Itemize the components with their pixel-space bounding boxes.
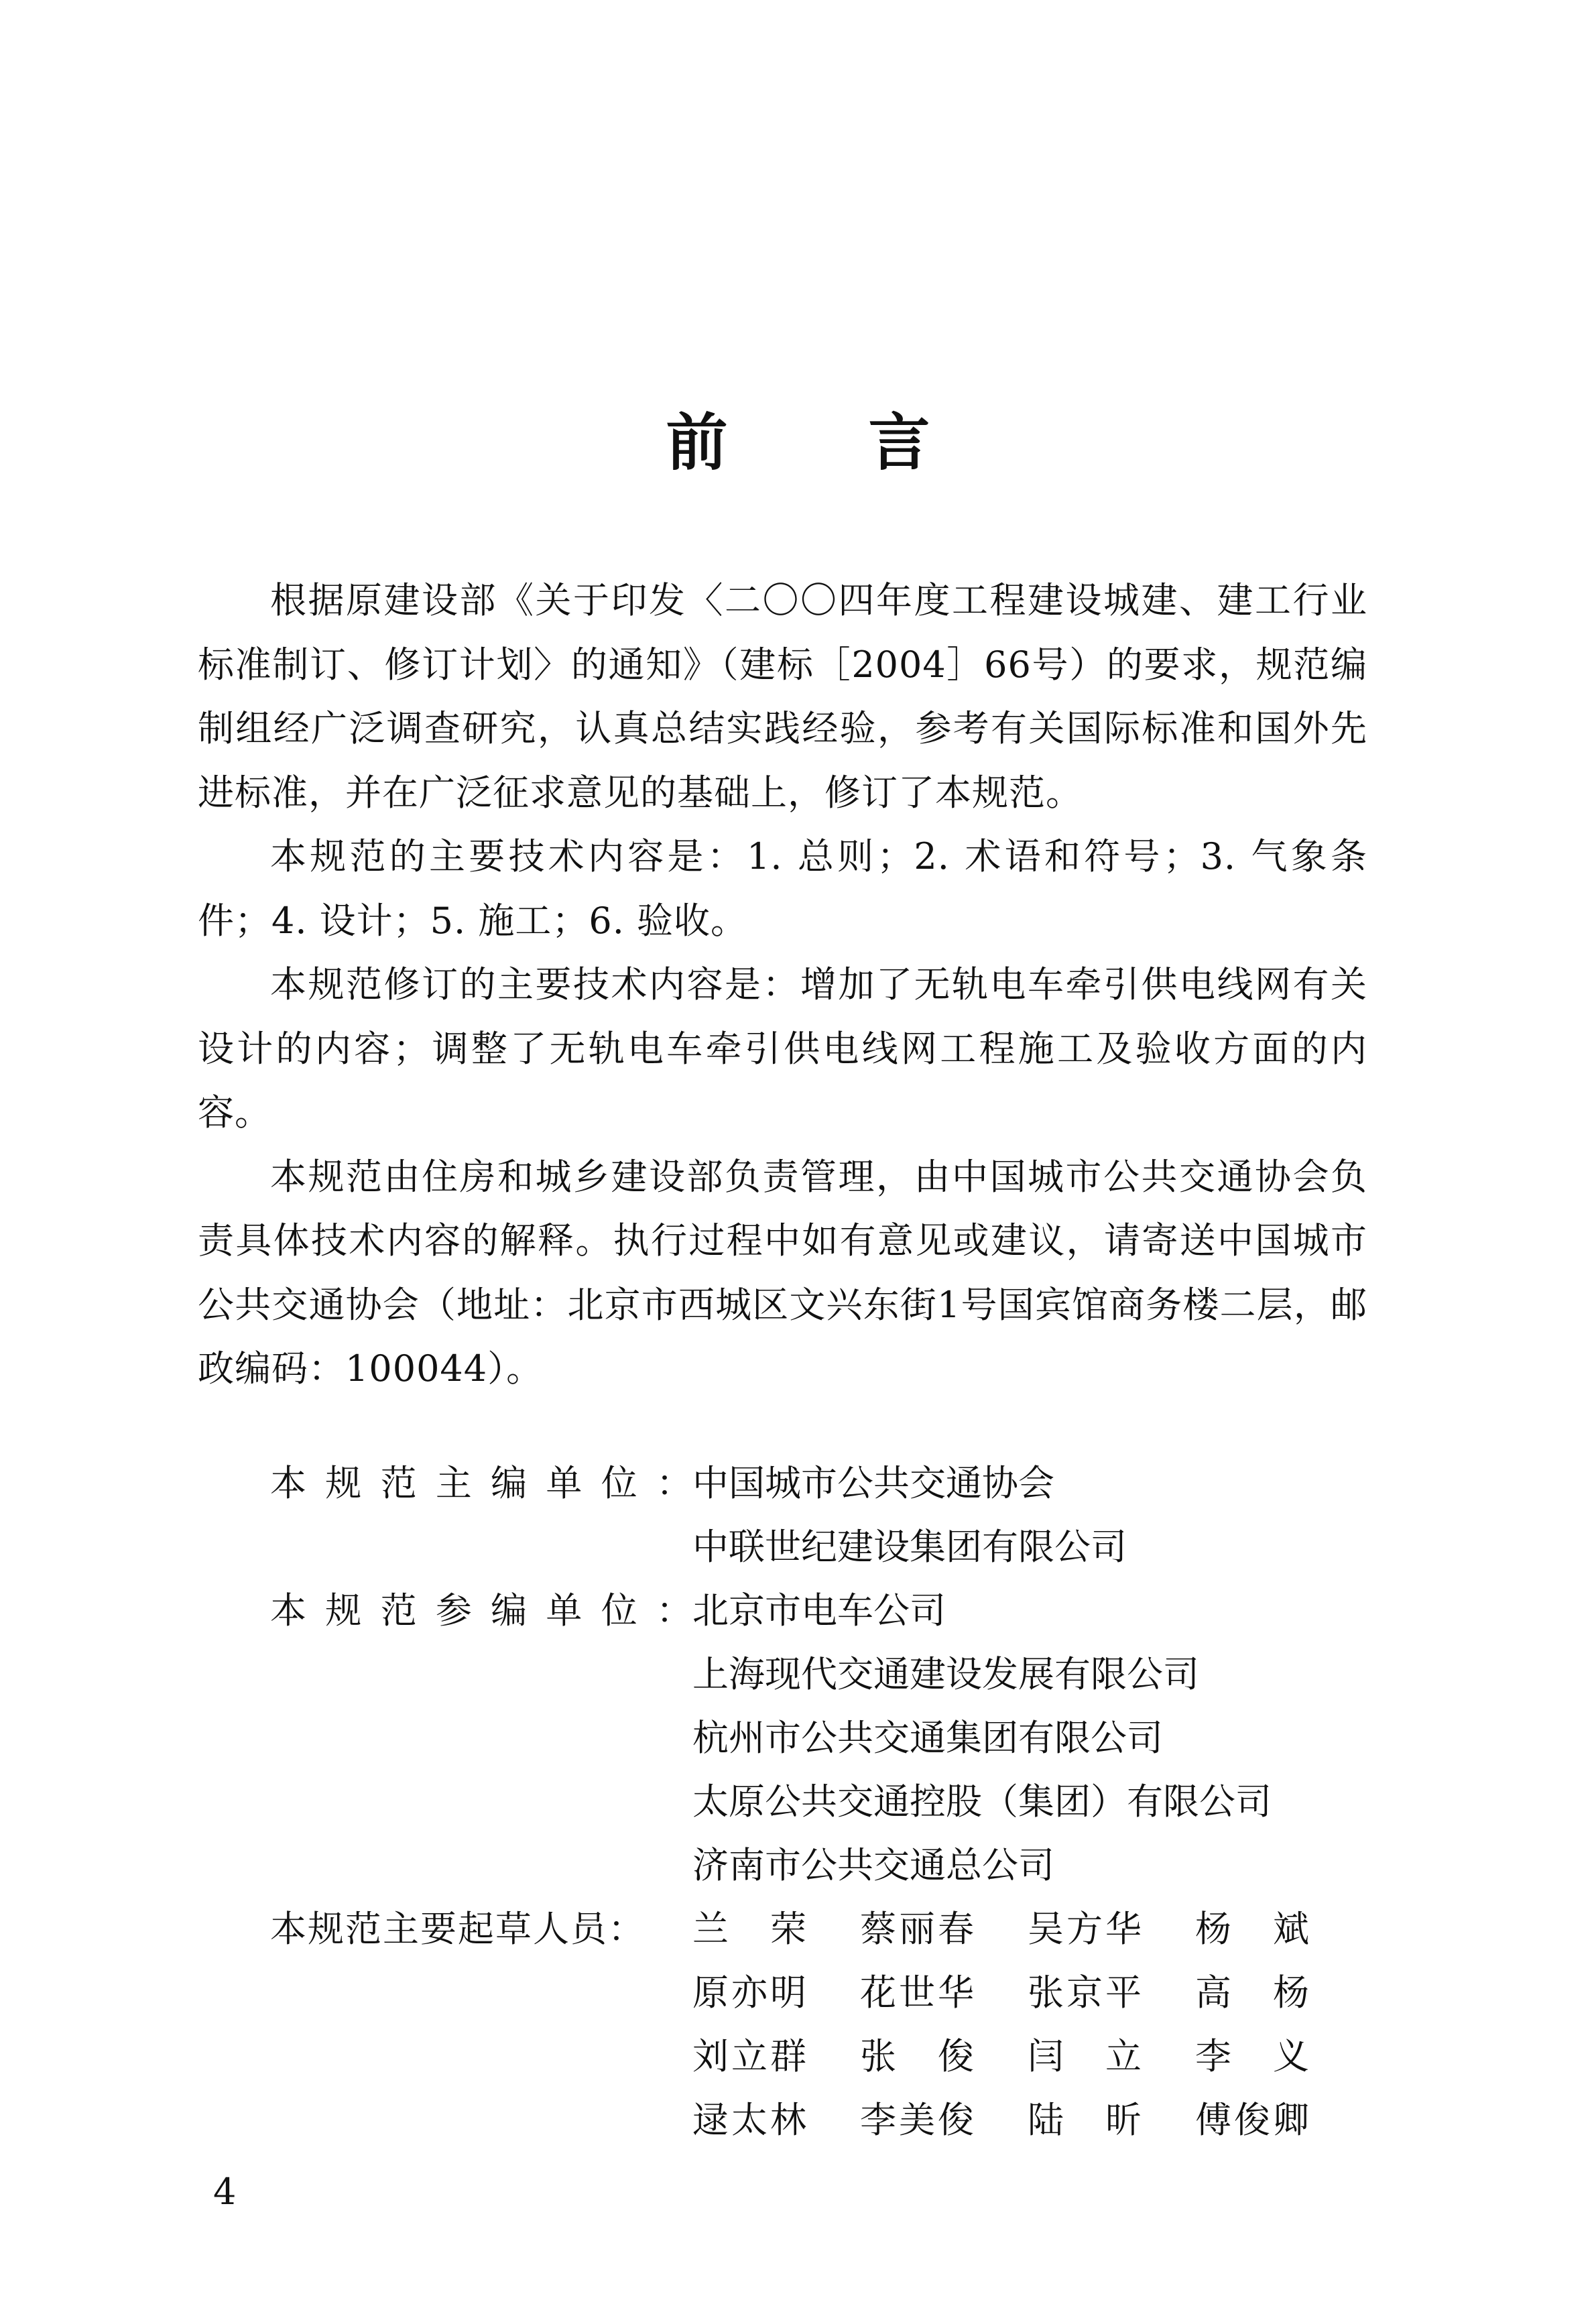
- drafters-row: [270, 1897, 1363, 2152]
- preface-body: [198, 568, 1367, 1401]
- drafters-section: [270, 1897, 1363, 2152]
- drafter-name: 逯太林: [692, 2099, 806, 2141]
- drafter-name: 李 义: [1195, 2035, 1309, 2077]
- drafters-label: 本规范主要起草人员：: [270, 1908, 646, 1950]
- drafter-name: 张 俊: [860, 2035, 974, 2077]
- chief-unit-item: 中联世纪建设集团有限公司: [692, 1526, 1127, 1568]
- page-title: [0, 402, 1596, 483]
- page-title-char-1: 前: [666, 406, 728, 479]
- paragraph-main-content: 本规范的主要技术内容是：1. 总则；2. 术语和符号；3. 气象条件；4. 设计；5. 施工；6. 验收。: [198, 835, 1367, 942]
- chief-units-list: [692, 1451, 1127, 1579]
- drafter-name: 兰 荣: [692, 1908, 806, 1950]
- paragraph-management: 本规范由住房和城乡建设部负责管理，由中国城市公共交通协会负责具体技术内容的解释。执行过程中如有意见或建议，请寄送中国城市公共交通协会（地址：北京市西城区文兴东街1号国宾馆商务楼二层，邮政编码：100044）。: [198, 1155, 1367, 1390]
- drafter-name: 蔡丽春: [860, 1908, 974, 1950]
- drafter-name: 张京平: [1028, 1971, 1142, 2014]
- participating-unit-item: 上海现代交通建设发展有限公司: [692, 1653, 1199, 1695]
- drafter-name: 闫 立: [1028, 2035, 1142, 2077]
- units-section: [270, 1451, 1272, 1897]
- chief-units-label: 本规范主编单位：: [270, 1462, 692, 1504]
- drafter-name: 李美俊: [860, 2099, 974, 2141]
- participating-unit-item: 北京市电车公司: [692, 1589, 946, 1632]
- drafters-grid: [692, 1897, 1363, 2152]
- drafter-name: 吴方华: [1028, 1908, 1142, 1950]
- drafter-name: 原亦明: [692, 1971, 806, 2014]
- drafter-name: 花世华: [860, 1971, 974, 2014]
- page-number: 4: [213, 2171, 237, 2213]
- participating-unit-item: 太原公共交通控股（集团）有限公司: [692, 1780, 1272, 1823]
- drafter-name: 高 杨: [1195, 1971, 1309, 2014]
- paragraph-basis: 根据原建设部《关于印发〈二〇〇四年度工程建设城建、建工行业标准制订、修订计划〉的通知》（建标［2004］66号）的要求，规范编制组经广泛调查研究，认真总结实践经验，参考有关国际标准和国外先进标准，并在广泛征求意见的基础上，修订了本规范。: [198, 579, 1367, 814]
- drafter-name: 陆 昕: [1028, 2099, 1142, 2141]
- drafter-name: 刘立群: [692, 2035, 806, 2077]
- participating-unit-item: 济南市公共交通总公司: [692, 1844, 1054, 1886]
- page-title-char-2: 言: [868, 406, 930, 479]
- participating-unit-item: 杭州市公共交通集团有限公司: [692, 1717, 1163, 1759]
- participating-units-label: 本规范参编单位：: [270, 1589, 692, 1632]
- drafter-name: 杨 斌: [1195, 1908, 1309, 1950]
- paragraph-revision-content: 本规范修订的主要技术内容是：增加了无轨电车牵引供电线网有关设计的内容；调整了无轨电车牵引供电线网工程施工及验收方面的内容。: [198, 963, 1367, 1134]
- chief-units-row: [270, 1451, 1272, 1579]
- drafter-name: 傅俊卿: [1195, 2099, 1309, 2141]
- participating-units-row: [270, 1579, 1272, 1897]
- participating-units-list: [692, 1579, 1272, 1897]
- chief-unit-item: 中国城市公共交通协会: [692, 1462, 1054, 1504]
